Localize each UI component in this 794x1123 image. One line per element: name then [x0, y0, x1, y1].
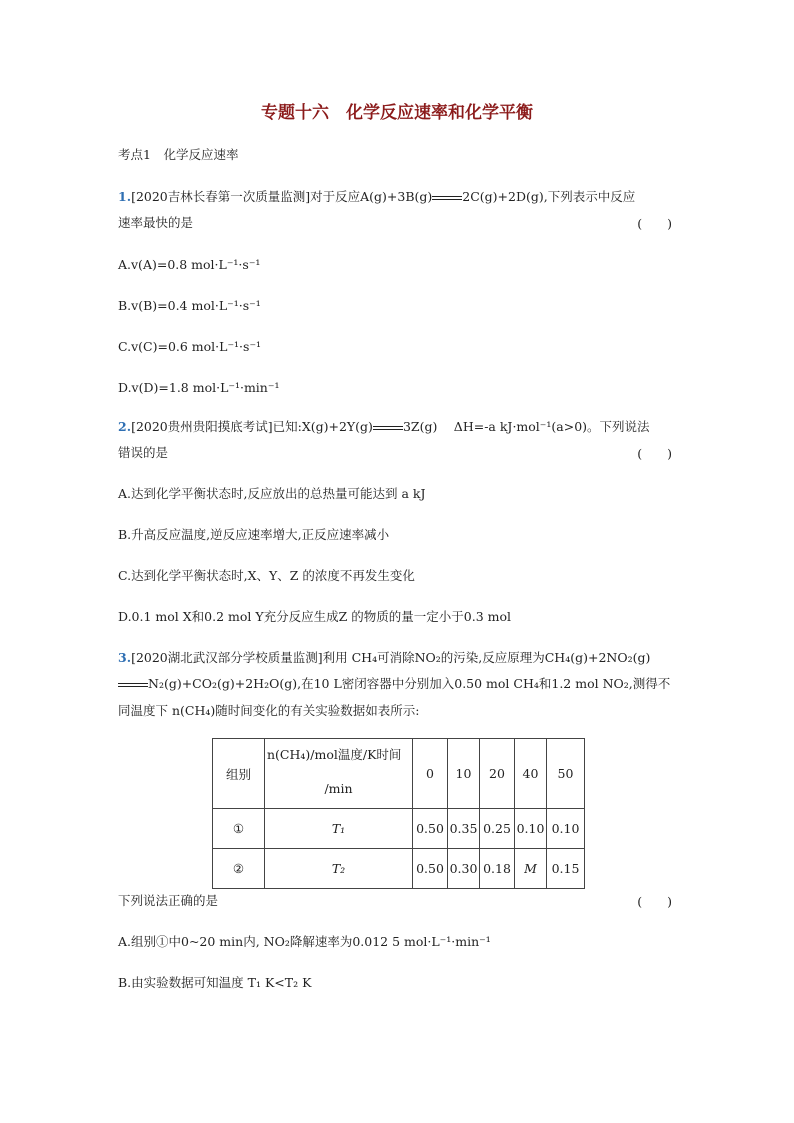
- section-heading: 考点1 化学反应速率: [118, 147, 239, 162]
- header-time: 40: [515, 739, 547, 809]
- header-time: 10: [448, 739, 480, 809]
- q2-option-c: C.达到化学平衡状态时,X、Y、Z 的浓度不再发生变化: [118, 568, 415, 583]
- q3-option-b: B.由实验数据可知温度 T₁ K<T₂ K: [118, 975, 312, 990]
- q1-option-d: D.v(D)=1.8 mol·L⁻¹·min⁻¹: [118, 380, 280, 395]
- q1-number: 1.: [118, 189, 132, 204]
- q1-option-b: B.v(B)=0.4 mol·L⁻¹·s⁻¹: [118, 298, 261, 313]
- cell-group: ①: [213, 809, 265, 849]
- cell-value: 0.10: [515, 809, 547, 849]
- q2-option-d: D.0.1 mol X和0.2 mol Y充分反应生成Z 的物质的量一定小于0.3 mol: [118, 609, 511, 624]
- equals-arrow-icon: [373, 424, 403, 432]
- page-title: 专题十六 化学反应速率和化学平衡: [261, 103, 533, 123]
- header-time: 50: [547, 739, 585, 809]
- cell-value: 0.50: [413, 809, 448, 849]
- header-time: 0: [413, 739, 448, 809]
- header-time: 20: [480, 739, 515, 809]
- equals-arrow-icon: [432, 194, 462, 202]
- cell-value: 0.30: [448, 849, 480, 889]
- equals-arrow-icon: [118, 681, 148, 689]
- cell-value: 0.25: [480, 809, 515, 849]
- q3-option-a: A.组别①中0~20 min内, NO₂降解速率为0.012 5 mol·L⁻¹·min⁻¹: [118, 934, 491, 949]
- q1-stem-line2: 速率最快的是: [118, 215, 194, 230]
- q3-answer-blank: ( ): [637, 894, 672, 909]
- q3-number: 3.: [118, 650, 132, 665]
- q3-prompt: 下列说法正确的是: [118, 893, 219, 908]
- cell-value: 0.10: [547, 809, 585, 849]
- table-row: [213, 809, 585, 849]
- q2-option-b: B.升高反应温度,逆反应速率增大,正反应速率减小: [118, 527, 390, 542]
- q1-option-a: A.v(A)=0.8 mol·L⁻¹·s⁻¹: [118, 257, 261, 272]
- q2-number: 2.: [118, 419, 132, 434]
- header-group: 组别: [213, 739, 265, 809]
- cell-value: 0.15: [547, 849, 585, 889]
- cell-value: 0.35: [448, 809, 480, 849]
- q1-stem-line1: 1.[2020吉林长春第一次质量监测]对于反应A(g)+3B(g) 2C(g)+2D(g),下列表示中反应: [118, 189, 636, 204]
- q3-stem-line1: 3.[2020湖北武汉部分学校质量监测]利用 CH₄可消除NO₂的污染,反应原理为CH₄(g)+2NO₂(g): [118, 650, 651, 665]
- cell-value: 0.50: [413, 849, 448, 889]
- q1-answer-blank: ( ): [637, 216, 672, 231]
- cell-value: 0.18: [480, 849, 515, 889]
- header-diagonal: n(CH₄)/mol温度/K时间 /min: [265, 739, 413, 809]
- q3-stem-line3: 同温度下 n(CH₄)随时间变化的有关实验数据如表所示:: [118, 703, 420, 718]
- table-header-row: [213, 739, 585, 809]
- cell-temp: T₂: [265, 849, 413, 889]
- cell-group: ②: [213, 849, 265, 889]
- q2-answer-blank: ( ): [637, 446, 672, 461]
- q3-data-table: [212, 738, 585, 889]
- q1-option-c: C.v(C)=0.6 mol·L⁻¹·s⁻¹: [118, 339, 262, 354]
- q2-stem-line1: 2.[2020贵州贵阳摸底考试]已知:X(g)+2Y(g) 3Z(g) ΔH=-a kJ·mol⁻¹(a>0)。下列说法: [118, 419, 650, 434]
- q2-option-a: A.达到化学平衡状态时,反应放出的总热量可能达到 a kJ: [118, 486, 426, 501]
- cell-value: M: [515, 849, 547, 889]
- cell-temp: T₁: [265, 809, 413, 849]
- table-row: [213, 849, 585, 889]
- q3-stem-line2: N₂(g)+CO₂(g)+2H₂O(g),在10 L密闭容器中分别加入0.50 mol CH₄和1.2 mol NO₂,测得不: [118, 675, 670, 693]
- q2-stem-line2: 错误的是: [118, 445, 169, 460]
